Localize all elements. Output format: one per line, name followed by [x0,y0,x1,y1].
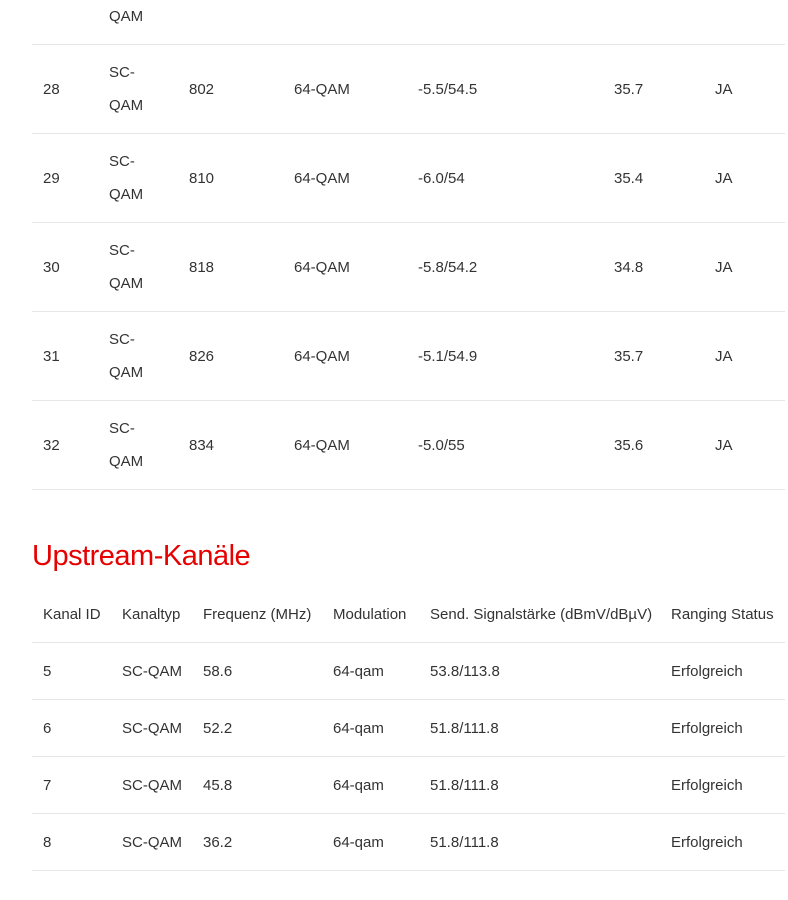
modulation-cell: 64-QAM [294,259,350,276]
upstream-table [32,586,785,871]
channel-type-cell-line2: QAM [109,8,144,25]
channel-id-cell: 30 [43,259,60,276]
locked-status-cell: JA [715,437,733,454]
frequency-cell: 52.2 [203,720,233,737]
frequency-cell: 818 [189,259,215,276]
channel-id-cell: 28 [43,81,60,98]
channel-id-cell: 31 [43,348,60,365]
snr-cell: 34.8 [614,259,644,276]
table-row [32,312,785,401]
snr-cell: 35.6 [614,437,644,454]
power-level-cell: -5.8/54.2 [418,259,478,276]
locked-status-cell: JA [715,81,733,98]
modulation-cell: 64-qam [333,777,384,794]
header-ranging-status: Ranging Status [671,606,774,623]
upstream-section-title: Upstream-Kanäle [32,540,251,572]
transmit-power-cell: 51.8/111.8 [430,834,499,851]
header-channel-id: Kanal ID [43,606,101,623]
header-modulation: Modulation [333,606,407,623]
frequency-cell: 834 [189,437,215,454]
ranging-status-cell: Erfolgreich [671,777,743,794]
channel-type-cell-line1: SC- [109,420,135,437]
header-frequency: Frequenz (MHz) [203,606,312,623]
channel-type-cell: SC-QAM [122,777,182,794]
channel-type-cell-line1: SC- [109,331,135,348]
ranging-status-cell: Erfolgreich [671,720,743,737]
frequency-cell: 45.8 [203,777,233,794]
modulation-cell: 64-qam [333,834,384,851]
locked-status-cell: JA [715,259,733,276]
channel-type-cell-line2: QAM [109,186,144,203]
power-level-cell: -5.0/55 [418,437,465,454]
ranging-status-cell: Erfolgreich [671,663,743,680]
table-row [32,814,785,871]
frequency-cell: 826 [189,348,215,365]
channel-id-cell: 5 [43,663,52,680]
modulation-cell: 64-qam [333,720,384,737]
power-level-cell: -6.0/54 [418,170,465,187]
frequency-cell: 36.2 [203,834,233,851]
header-channel-type: Kanaltyp [122,606,181,623]
modulation-cell: 64-QAM [294,170,350,187]
channel-type-cell-line2: QAM [109,364,144,381]
transmit-power-cell: 51.8/111.8 [430,720,499,737]
table-row [32,700,785,757]
power-level-cell: -5.5/54.5 [418,81,478,98]
frequency-cell: 58.6 [203,663,233,680]
channel-type-cell-line2: QAM [109,275,144,292]
channel-type-cell: SC-QAM [122,834,182,851]
channel-type-cell: SC-QAM [122,720,182,737]
frequency-cell: 810 [189,170,215,187]
table-row [32,401,785,490]
channel-type-cell-line2: QAM [109,97,144,114]
locked-status-cell: JA [715,348,733,365]
power-level-cell: -5.1/54.9 [418,348,478,365]
transmit-power-cell: 51.8/111.8 [430,777,499,794]
downstream-table [32,0,785,490]
channel-type-cell-line2: QAM [109,453,144,470]
channel-id-cell: 6 [43,720,52,737]
table-row [32,643,785,700]
channel-type-cell: SC-QAM [122,663,182,680]
channel-id-cell: 29 [43,170,60,187]
header-transmit-power: Send. Signalstärke (dBmV/dBµV) [430,606,653,623]
ranging-status-cell: Erfolgreich [671,834,743,851]
table-row [32,757,785,814]
snr-cell: 35.7 [614,81,644,98]
modulation-cell: 64-QAM [294,348,350,365]
snr-cell: 35.7 [614,348,644,365]
channel-id-cell: 8 [43,834,52,851]
table-row [32,134,785,223]
frequency-cell: 802 [189,81,215,98]
locked-status-cell: JA [715,170,733,187]
channel-type-cell-line1: SC- [109,64,135,81]
table-row [32,45,785,134]
table-row [32,223,785,312]
channel-id-cell: 32 [43,437,60,454]
table-row [32,0,785,45]
channel-id-cell: 7 [43,777,52,794]
modulation-cell: 64-QAM [294,437,350,454]
snr-cell: 35.4 [614,170,644,187]
modulation-cell: 64-QAM [294,81,350,98]
channel-type-cell-line1: SC- [109,153,135,170]
channel-type-cell-line1: SC- [109,242,135,259]
modulation-cell: 64-qam [333,663,384,680]
table-header-row [32,586,785,643]
transmit-power-cell: 53.8/113.8 [430,663,500,680]
